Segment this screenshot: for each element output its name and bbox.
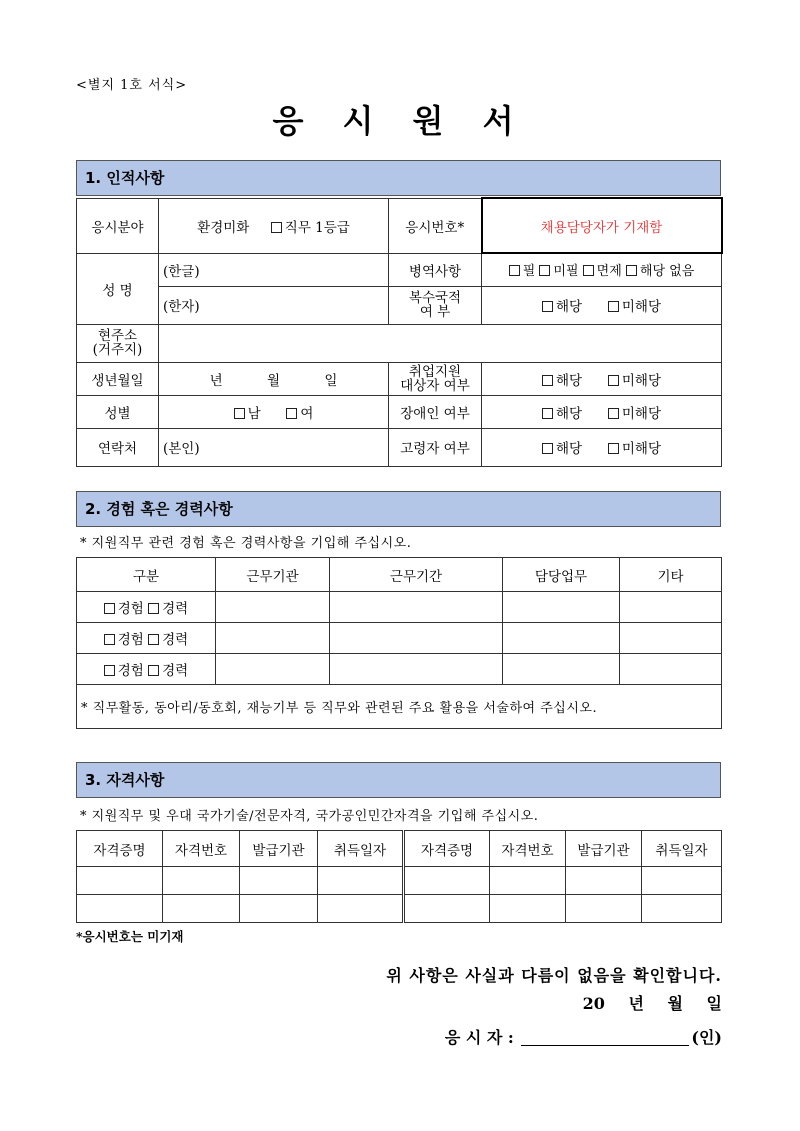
military-option-3: 면제: [596, 264, 622, 280]
confirm-statement: 위 사항은 사실과 다름이 없음을 확인합니다.: [386, 966, 722, 985]
signature-field[interactable]: [521, 1029, 689, 1046]
table-cell[interactable]: [330, 654, 503, 685]
address-field[interactable]: [159, 324, 722, 362]
section-2-note: * 지원직무 관련 경험 혹은 경력사항을 기입해 주십시오.: [80, 536, 412, 551]
birth-field[interactable]: 년 월 일: [159, 362, 389, 395]
table-cell[interactable]: [404, 867, 490, 895]
signature-line: [445, 1025, 722, 1048]
table-cell[interactable]: [163, 867, 240, 895]
table-cell[interactable]: [642, 895, 722, 923]
experience-checkbox[interactable]: [104, 603, 115, 614]
disability-options: 해당 미해당: [482, 395, 722, 428]
col-header: 자격증명: [404, 831, 490, 867]
col-header: 자격증명: [77, 831, 163, 867]
table-cell[interactable]: [216, 623, 330, 654]
table-cell[interactable]: [404, 895, 490, 923]
page-title: 응 시 원 서: [272, 102, 528, 140]
table-cell[interactable]: [490, 867, 566, 895]
gender-female-checkbox[interactable]: [286, 408, 297, 419]
col-header: 취득일자: [642, 831, 722, 867]
section-2-header: 2. 경험 혹은 경력사항: [76, 491, 721, 527]
table-cell[interactable]: [620, 592, 722, 623]
military-checkbox-4[interactable]: [626, 265, 637, 276]
career-checkbox[interactable]: [148, 665, 159, 676]
experience-type-cell: 경험 경력: [77, 654, 216, 685]
table-cell[interactable]: [216, 592, 330, 623]
field-value-cell[interactable]: [159, 198, 389, 253]
col-header: 취득일자: [318, 831, 404, 867]
personal-info-table: [76, 197, 723, 467]
disability-no-checkbox[interactable]: [608, 408, 619, 419]
table-cell[interactable]: [503, 592, 620, 623]
experience-type-cell: 경험 경력: [77, 592, 216, 623]
military-checkbox-3[interactable]: [583, 265, 594, 276]
table-cell[interactable]: [620, 623, 722, 654]
name-label: 성 명: [77, 253, 159, 324]
military-options: [482, 253, 722, 286]
employment-support-options: 해당 미해당: [482, 362, 722, 395]
section-3-note: * 지원직무 및 우대 국가기술/전문자격, 국가공인민간자격을 기입해 주십시오.: [80, 809, 539, 824]
section-1-header: 1. 인적사항: [76, 160, 721, 196]
exam-no-label: 응시번호*: [389, 198, 482, 253]
military-option-2: 미필: [553, 264, 579, 280]
date-line: 20 년 월 일: [582, 994, 722, 1013]
military-option-4: 해당 없음: [639, 264, 695, 280]
col-header: 담당업무: [503, 558, 620, 592]
col-header: 자격번호: [490, 831, 566, 867]
career-checkbox[interactable]: [148, 634, 159, 645]
employment-no-checkbox[interactable]: [608, 375, 619, 386]
table-cell[interactable]: [216, 654, 330, 685]
table-cell[interactable]: [163, 895, 240, 923]
job-grade-checkbox[interactable]: [271, 222, 282, 233]
contact-field[interactable]: (본인): [159, 428, 389, 466]
exam-no-value: 채용담당자가 기재함: [482, 198, 722, 253]
name-korean-field[interactable]: [159, 253, 389, 286]
experience-type-cell: 경험 경력: [77, 623, 216, 654]
qualification-table: [76, 830, 722, 923]
dual-no-checkbox[interactable]: [608, 301, 619, 312]
table-cell[interactable]: [620, 654, 722, 685]
table-cell[interactable]: [503, 623, 620, 654]
gender-male-checkbox[interactable]: [234, 408, 245, 419]
dual-nationality-options: 해당 미해당: [482, 286, 722, 324]
col-header: 발급기관: [566, 831, 642, 867]
experience-table: [76, 557, 722, 729]
experience-checkbox[interactable]: [104, 665, 115, 676]
table-cell[interactable]: [330, 592, 503, 623]
col-header: 기타: [620, 558, 722, 592]
senior-options: 해당 미해당: [482, 428, 722, 466]
seal-label: (인): [691, 1028, 722, 1047]
col-header: 발급기관: [240, 831, 318, 867]
military-checkbox-1[interactable]: [509, 265, 520, 276]
col-header: 자격번호: [163, 831, 240, 867]
applicant-label: 응 시 자 :: [444, 1028, 514, 1047]
table-cell[interactable]: [566, 867, 642, 895]
field-label: 응시분야: [77, 198, 159, 253]
col-header: 근무기간: [330, 558, 503, 592]
employment-yes-checkbox[interactable]: [542, 375, 553, 386]
experience-checkbox[interactable]: [104, 634, 115, 645]
senior-label: 고령자 여부: [389, 428, 482, 466]
table-cell[interactable]: [566, 895, 642, 923]
disability-yes-checkbox[interactable]: [542, 408, 553, 419]
col-header: 구분: [77, 558, 216, 592]
table-cell[interactable]: [642, 867, 722, 895]
form-label: <별지 1호 서식>: [76, 78, 188, 93]
gender-label: 성별: [77, 395, 159, 428]
military-option-1: 필: [522, 264, 536, 280]
gender-options: 남 여: [159, 395, 389, 428]
table-cell[interactable]: [77, 867, 163, 895]
disability-label: 장애인 여부: [389, 395, 482, 428]
table-cell[interactable]: [318, 867, 404, 895]
table-cell[interactable]: [240, 895, 318, 923]
name-korean-label: (한글): [163, 263, 200, 280]
name-hanja-label: (한자): [163, 299, 200, 315]
job-grade-label: 직무 1등급: [284, 219, 350, 236]
field-value: 환경미화: [197, 219, 250, 236]
col-header: 근무기관: [216, 558, 330, 592]
dual-nationality-label: 복수국적 여 부: [389, 286, 482, 324]
senior-no-checkbox[interactable]: [608, 443, 619, 454]
senior-yes-checkbox[interactable]: [542, 443, 553, 454]
table-cell[interactable]: [318, 895, 404, 923]
activity-note[interactable]: * 직무활동, 동아리/동호회, 재능기부 등 직무와 관련된 주요 활용을 서술하여 주십시오.: [77, 685, 722, 729]
table-cell[interactable]: [77, 895, 163, 923]
career-checkbox[interactable]: [148, 603, 159, 614]
footnote: *응시번호는 미기재: [76, 929, 184, 944]
table-cell[interactable]: [503, 654, 620, 685]
table-cell[interactable]: [490, 895, 566, 923]
address-label: 현주소 (거주지): [77, 324, 159, 362]
section-3-header: 3. 자격사항: [76, 762, 721, 798]
birth-label: 생년월일: [77, 362, 159, 395]
table-cell[interactable]: [240, 867, 318, 895]
name-hanja-field[interactable]: [159, 286, 389, 324]
table-cell[interactable]: [330, 623, 503, 654]
employment-support-label: 취업지원 대상자 여부: [389, 362, 482, 395]
contact-label: 연락처: [77, 428, 159, 466]
military-checkbox-2[interactable]: [539, 265, 550, 276]
military-label: 병역사항: [389, 253, 482, 286]
dual-yes-checkbox[interactable]: [542, 301, 553, 312]
